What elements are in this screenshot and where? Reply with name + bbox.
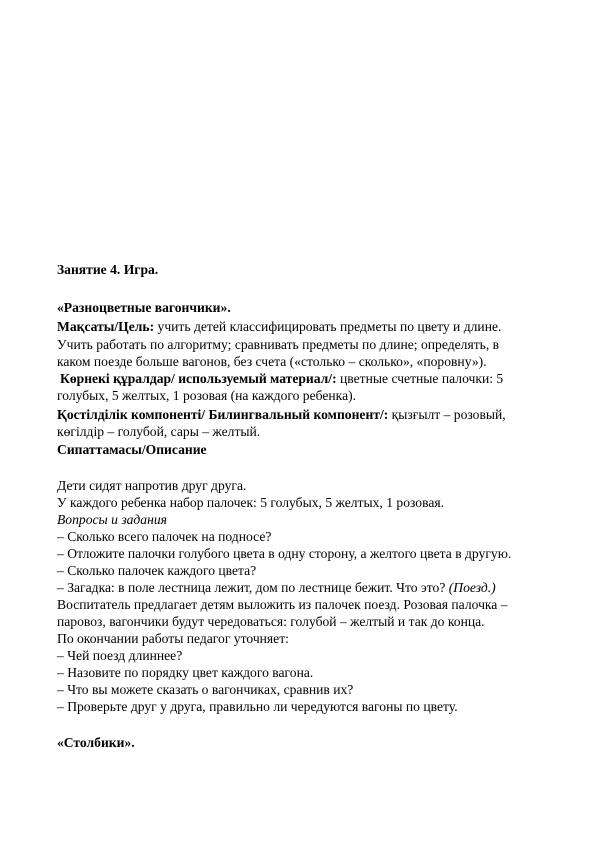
game-2-title: «Столбики». bbox=[57, 735, 135, 750]
game-title: «Разноцветные вагончики». bbox=[57, 300, 231, 315]
question-2: – Отложите палочки голубого цвета в одну сторону, а желтого цвета в другую. bbox=[57, 546, 512, 561]
material-line bbox=[60, 372, 503, 386]
goal-line bbox=[57, 320, 501, 334]
material-line-2: голубых, 5 желтых, 1 розовая (на каждого ребенка). bbox=[57, 388, 357, 403]
question-7: – Что вы можете сказать о вагончиках, сравнив их? bbox=[57, 682, 354, 697]
lesson-title: Занятие 4. Игра. bbox=[57, 262, 159, 277]
riddle-answer: (Поезд.) bbox=[448, 580, 496, 595]
description-heading: Сипаттамасы/Описание bbox=[57, 442, 207, 457]
body-line-3: Воспитатель предлагает детям выложить из палочек поезд. Розовая палочка – bbox=[57, 597, 508, 612]
question-1: – Сколько всего палочек на подносе? bbox=[57, 529, 272, 544]
question-3: – Сколько палочек каждого цвета? bbox=[57, 563, 257, 578]
bilingual-line bbox=[57, 408, 506, 422]
goal-line-2: Учить работать по алгоритму; сравнивать предметы по длине; определять, в bbox=[57, 337, 500, 352]
material-text: цветные счетные палочки: 5 bbox=[336, 371, 504, 386]
goal-label: Мақсаты/Цель: bbox=[57, 319, 155, 334]
question-6: – Назовите по порядку цвет каждого вагона. bbox=[57, 665, 314, 680]
questions-heading: Вопросы и задания bbox=[57, 512, 167, 527]
bilingual-label: Қостілділік компоненті/ Билингвальный компонент/: bbox=[57, 407, 389, 422]
question-5: – Чей поезд длиннее? bbox=[57, 648, 183, 663]
body-line-5: По окончании работы педагог уточняет: bbox=[57, 631, 289, 646]
goal-line-3: каком поезде больше вагонов, без счета («столько – сколько», «поровну»). bbox=[57, 354, 487, 369]
question-4: – Загадка: в поле лестница лежит, дом по лестнице бежит. Что это? (Поезд.) bbox=[57, 580, 496, 595]
question-8: – Проверьте друг у друга, правильно ли чередуются вагоны по цвету. bbox=[57, 699, 458, 714]
bilingual-line-2: көгілдір – голубой, сары – желтый. bbox=[57, 424, 261, 439]
body-line-2: У каждого ребенка набор палочек: 5 голубых, 5 желтых, 1 розовая. bbox=[57, 495, 445, 510]
bilingual-text: қызғылт – розовый, bbox=[388, 407, 506, 422]
material-label: Көрнекі құралдар/ используемый материал/: bbox=[60, 371, 337, 386]
body-line-1: Дети сидят напротив друг друга. bbox=[57, 478, 247, 493]
body-line-4: паровоз, вагончики будут чередоваться: голубой – желтый и так до конца. bbox=[57, 614, 485, 629]
goal-text: учить детей классифицировать предметы по цвету и длине. bbox=[154, 319, 502, 334]
